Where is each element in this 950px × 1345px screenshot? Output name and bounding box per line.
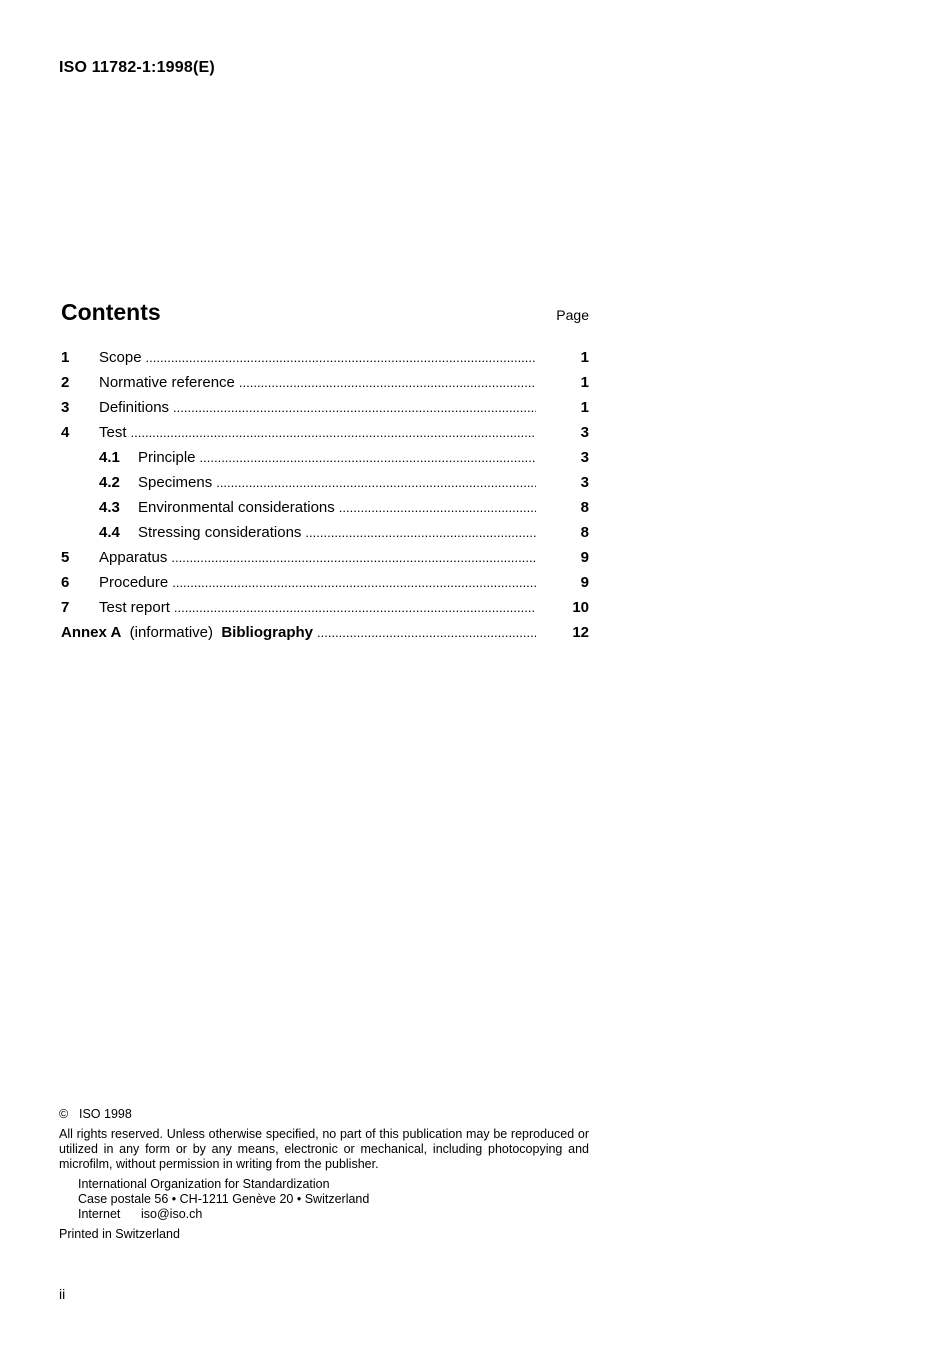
toc-leader bbox=[200, 445, 536, 470]
toc-leader bbox=[174, 595, 536, 620]
toc-number: 4.2 bbox=[99, 474, 120, 491]
toc-page: 1 bbox=[580, 399, 589, 416]
table-of-contents bbox=[61, 345, 589, 645]
toc-entry-4-2[interactable] bbox=[61, 470, 589, 495]
toc-title: Principle bbox=[138, 449, 196, 466]
toc-entry-4-1[interactable] bbox=[61, 445, 589, 470]
annex-title: Bibliography bbox=[221, 624, 314, 641]
toc-entry-7[interactable] bbox=[61, 595, 589, 620]
toc-entry-3[interactable] bbox=[61, 395, 589, 420]
toc-page: 8 bbox=[580, 499, 589, 516]
toc-number: 3 bbox=[61, 399, 70, 416]
annex-label: Annex A bbox=[61, 624, 122, 641]
toc-page: 8 bbox=[580, 524, 589, 541]
rights-statement: All rights reserved. Unless otherwise specified, no part of this publication may be reproduced or utilized in any form or by any means, electronic or mechanical, including photocopying and microfilm, without permission in writing from the publisher. bbox=[59, 1127, 589, 1171]
toc-title: Apparatus bbox=[99, 549, 168, 566]
postal-address: Case postale 56 • CH-1211 Genève 20 • Switzerland bbox=[78, 1192, 370, 1206]
toc-leader bbox=[239, 370, 536, 395]
toc-page: 10 bbox=[572, 599, 589, 616]
toc-page: 1 bbox=[580, 374, 589, 391]
page-column-label: Page bbox=[556, 307, 589, 323]
toc-number: 2 bbox=[61, 374, 70, 391]
internet-line bbox=[78, 1207, 589, 1222]
toc-entry-annex-a[interactable] bbox=[61, 620, 589, 645]
publisher-address bbox=[78, 1177, 589, 1222]
toc-entry-1[interactable] bbox=[61, 345, 589, 370]
organization-name: International Organization for Standardization bbox=[78, 1177, 330, 1191]
toc-leader bbox=[317, 620, 536, 645]
toc-leader bbox=[146, 345, 536, 370]
toc-leader bbox=[171, 545, 536, 570]
copyright-icon: © bbox=[59, 1107, 69, 1121]
toc-number: 4 bbox=[61, 424, 70, 441]
toc-page: 9 bbox=[580, 574, 589, 591]
toc-title: Environmental considerations bbox=[138, 499, 335, 516]
copyright-line bbox=[59, 1107, 589, 1122]
toc-leader bbox=[305, 520, 536, 545]
toc-number: 1 bbox=[61, 349, 70, 366]
printed-in: Printed in Switzerland bbox=[59, 1227, 180, 1241]
page-number: ii bbox=[59, 1286, 66, 1302]
toc-page: 9 bbox=[580, 549, 589, 566]
internet-label: Internet bbox=[78, 1207, 121, 1221]
copyright-text: ISO 1998 bbox=[79, 1107, 132, 1121]
toc-page: 12 bbox=[572, 624, 589, 641]
toc-title: Scope bbox=[99, 349, 142, 366]
annex-heading bbox=[61, 620, 317, 645]
toc-entry-4-4[interactable] bbox=[61, 520, 589, 545]
toc-title: Stressing considerations bbox=[138, 524, 302, 541]
toc-page: 1 bbox=[580, 349, 589, 366]
toc-number: 4.4 bbox=[99, 524, 120, 541]
toc-title: Test bbox=[99, 424, 127, 441]
toc-number: 5 bbox=[61, 549, 70, 566]
document-code: ISO 11782-1:1998(E) bbox=[59, 59, 215, 76]
toc-title: Procedure bbox=[99, 574, 169, 591]
toc-number: 6 bbox=[61, 574, 70, 591]
toc-leader bbox=[172, 570, 536, 595]
toc-page: 3 bbox=[580, 449, 589, 466]
toc-leader bbox=[173, 395, 536, 420]
toc-leader bbox=[339, 495, 536, 520]
toc-page: 3 bbox=[580, 474, 589, 491]
toc-leader bbox=[216, 470, 536, 495]
toc-entry-6[interactable] bbox=[61, 570, 589, 595]
toc-entry-4-3[interactable] bbox=[61, 495, 589, 520]
contents-title: Contents bbox=[61, 299, 161, 325]
annex-type: (informative) bbox=[129, 624, 213, 641]
toc-title: Test report bbox=[99, 599, 170, 616]
toc-leader bbox=[131, 420, 536, 445]
toc-title: Definitions bbox=[99, 399, 170, 416]
toc-number: 7 bbox=[61, 599, 70, 616]
toc-entry-4[interactable] bbox=[61, 420, 589, 445]
toc-entry-5[interactable] bbox=[61, 545, 589, 570]
copyright-notice bbox=[59, 1107, 589, 1242]
toc-number: 4.1 bbox=[99, 449, 120, 466]
toc-number: 4.3 bbox=[99, 499, 120, 516]
toc-entry-2[interactable] bbox=[61, 370, 589, 395]
toc-title: Normative reference bbox=[99, 374, 235, 391]
internet-address: iso@iso.ch bbox=[141, 1207, 203, 1221]
toc-page: 3 bbox=[580, 424, 589, 441]
toc-title: Specimens bbox=[138, 474, 213, 491]
